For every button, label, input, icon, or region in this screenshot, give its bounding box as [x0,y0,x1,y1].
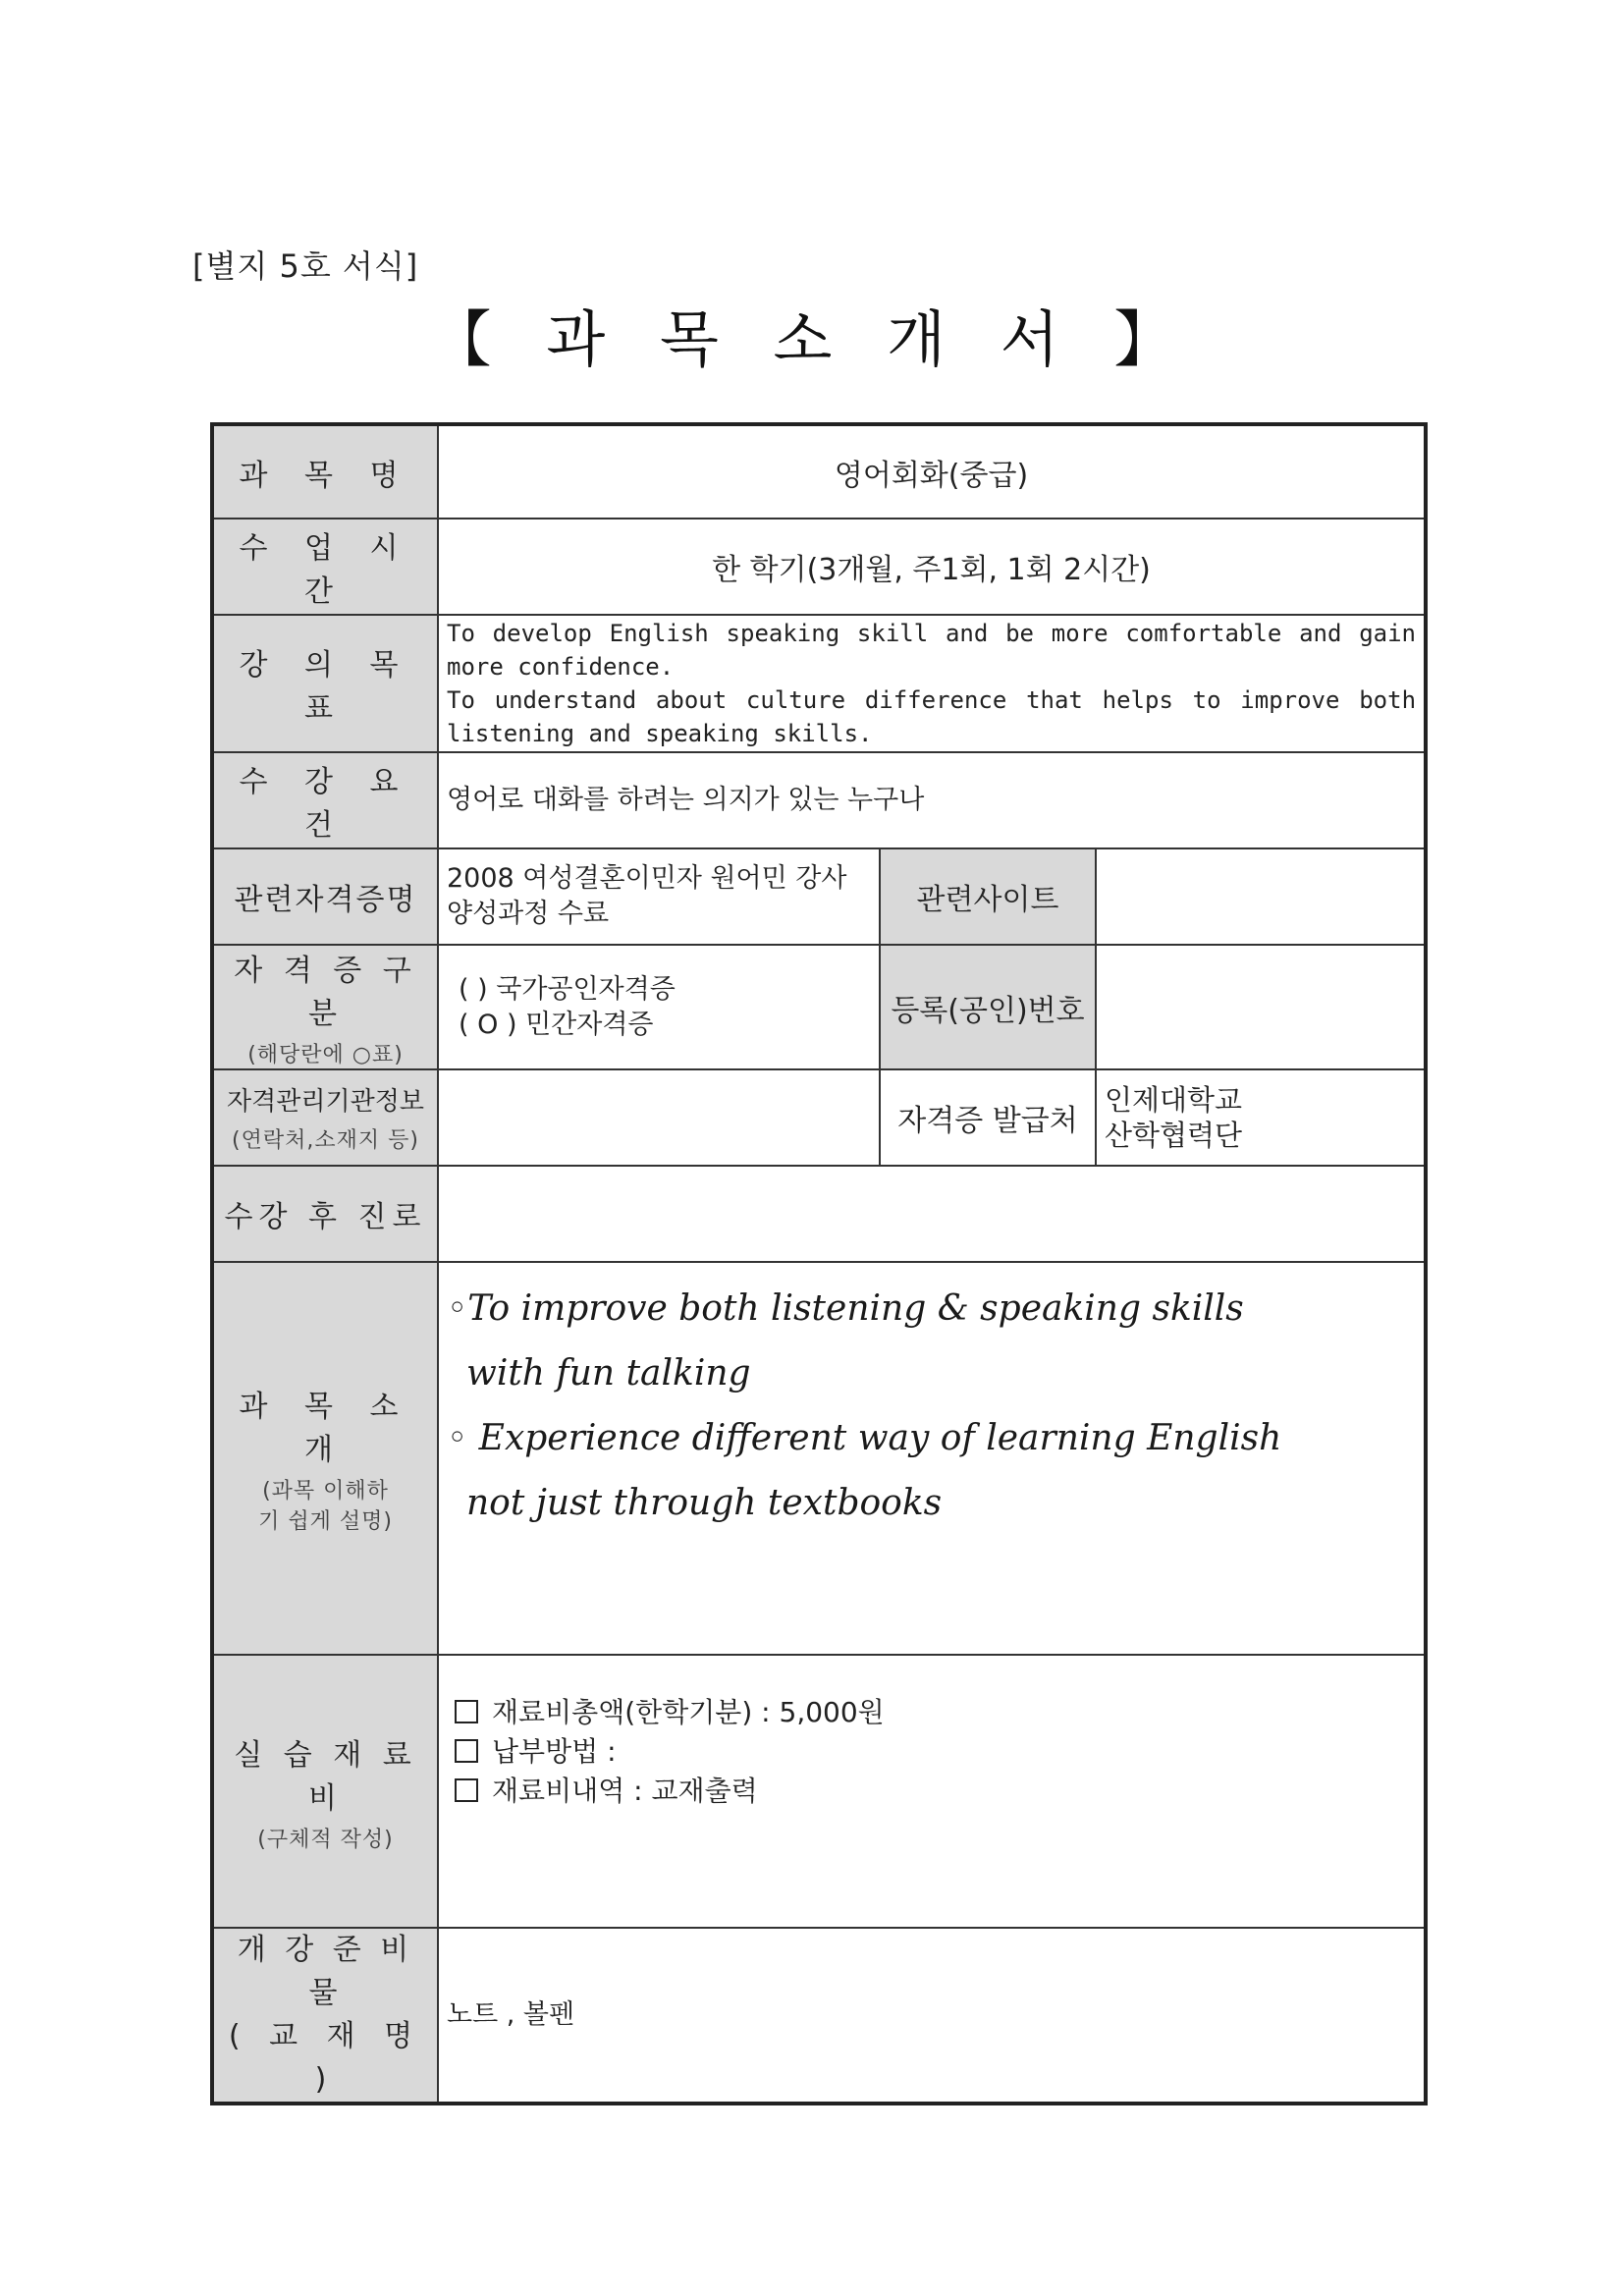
row-career [212,1166,1426,1262]
cert-org-value [438,1069,880,1166]
intro-handwritten [438,1262,1426,1655]
career-value [438,1166,1426,1262]
cert-type-hint: (해당란에 ○표) [247,1043,404,1067]
objectives-value [438,615,1426,752]
row-intro [212,1262,1426,1655]
materials-value [438,1655,1426,1928]
intro-line-2: with fun talking [466,1353,751,1394]
course-name-value: 영어회화(중급) [438,424,1426,519]
supplies-value: 노트 , 볼펜 [438,1928,1426,2104]
row-course-name [212,424,1426,519]
intro-hint: (과목 이해하기 쉽게 설명) [258,1479,393,1534]
checkbox-icon [455,1778,478,1802]
cert-org-hint: (연락처,소재지 등) [232,1128,419,1153]
intro-line-1: ◦To improve both listening & speaking skills [447,1288,1244,1329]
row-cert-type [212,945,1426,1069]
materials-item-payment: 납부방법 : [455,1732,1416,1772]
registration-number-value [1096,945,1426,1069]
class-time-value: 한 학기(3개월, 주1회, 1회 2시간) [438,519,1426,615]
row-objectives [212,615,1426,752]
label-career: 수강 후 진로 [212,1166,438,1262]
label-materials: 실 습 재 료 비 (구체적 작성) [212,1655,438,1928]
row-materials [212,1655,1426,1928]
checkbox-icon [455,1700,478,1723]
supplies-label-line-2: ( 교 재 명 ) [228,2019,423,2097]
objective-line-2: To understand about culture difference that helps to improve both listening and speaking skills. [447,686,1417,747]
checkbox-icon [455,1739,478,1763]
certificate-value: 2008 여성결혼이민자 원어민 강사 양성과정 수료 [438,848,880,945]
document-title: 【 과 목 소 개 서 】 [430,303,1193,375]
intro-line-4: not just through textbooks [466,1483,943,1523]
course-introduction-form [210,422,1428,2105]
requirements-value: 영어로 대화를 하려는 의지가 있는 누구나 [438,752,1426,848]
option-private: ( O ) 민간자격증 [459,1009,654,1040]
related-site-value [1096,848,1426,945]
issuer-line-2: 산학협력단 [1105,1119,1243,1152]
label-supplies [212,1928,438,2104]
label-objectives: 강 의 목 표 [212,615,438,752]
supplies-label-line-1: 개 강 준 비 물 [237,1933,414,2010]
label-intro: 과 목 소 개 (과목 이해하기 쉽게 설명) [212,1262,438,1655]
objective-line-1: To develop English speaking skill and be more comfortable and gain more confidence. [447,620,1417,681]
cert-type-options [438,945,880,1069]
row-supplies [212,1928,1426,2104]
option-national: ( ) 국가공인자격증 [459,973,676,1005]
form-number: [별지 5호 서식] [192,247,419,285]
row-requirements [212,752,1426,848]
row-class-time [212,519,1426,615]
materials-item-details: 재료비내역 : 교재출력 [455,1772,1416,1811]
label-issuer: 자격증 발급처 [880,1069,1096,1166]
label-related-site: 관련사이트 [880,848,1096,945]
materials-item-total: 재료비총액(한학기분) : 5,000원 [455,1693,1416,1732]
label-cert-org: 자격관리기관정보 (연락처,소재지 등) [212,1069,438,1166]
label-cert-type: 자 격 증 구 분 (해당란에 ○표) [212,945,438,1069]
intro-line-3: ◦ Experience different way of learning English [447,1418,1282,1458]
label-class-time: 수 업 시 간 [212,519,438,615]
materials-hint: (구체적 작성) [257,1827,394,1852]
label-certificate: 관련자격증명 [212,848,438,945]
issuer-line-1: 인제대학교 [1105,1083,1243,1117]
row-certificate [212,848,1426,945]
label-requirements: 수 강 요 건 [212,752,438,848]
label-course-name: 과 목 명 [212,424,438,519]
row-cert-org [212,1069,1426,1166]
label-registration-number: 등록(공인)번호 [880,945,1096,1069]
issuer-value [1096,1069,1426,1166]
